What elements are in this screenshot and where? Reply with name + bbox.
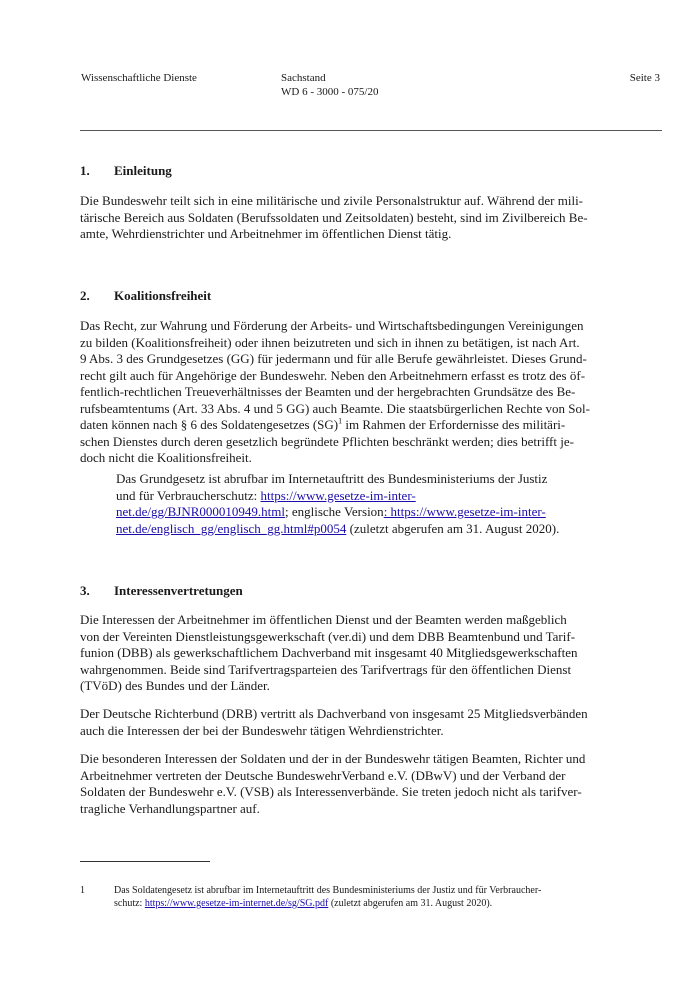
text-line: amte, Wehrdienstrichter und Arbeitnehmer im öffentlichen Dienst tätig. — [80, 226, 452, 241]
header-doc-number: WD 6 - 3000 - 075/20 — [281, 86, 379, 98]
text-line: fentlich-rechtlichen Treueverhältnisses der Beamten und der hergebrachten Grundsätze des Be- — [80, 384, 576, 399]
text-line: von der Vereinten Dienstleistungsgewerkschaft (ver.di) und dem DBB Beamtenbund und Tarif- — [80, 628, 576, 644]
text-fragment: (zuletzt abgerufen am 31. August 2020). — [328, 898, 493, 909]
text-line: Die Bundeswehr teilt sich in eine militärische und zivile Personalstruktur auf. Während der mili- — [80, 193, 584, 208]
text-line: auch die Interessen der bei der Bundeswehr tätigen Wehrdienstrichter. — [80, 722, 444, 738]
text-fragment: und für Verbraucherschutz: — [116, 487, 261, 503]
text-fragment: daten können nach § 6 des Soldatengesetzes (SG) — [80, 417, 339, 432]
soldatengesetz-link[interactable]: https://www.gesetze-im-internet.de/sg/SG.pdf — [144, 898, 329, 909]
header-department: Wissenschaftliche Dienste — [81, 72, 197, 84]
header-doc-type: Sachstand — [281, 72, 326, 84]
grundgesetz-link[interactable]: https://www.gesetze-im-inter- — [260, 487, 416, 503]
section-2-note — [116, 471, 660, 537]
grundgesetz-link-continued[interactable]: net.de/gg/BJNR000010949.html — [116, 504, 285, 519]
text-fragment: schutz: — [114, 898, 145, 909]
header-document-info — [281, 71, 378, 99]
header-rule — [80, 130, 662, 131]
section-1-heading — [80, 163, 172, 179]
section-2-paragraph — [80, 318, 660, 467]
english-version-link[interactable]: : https://www.gesetze-im-inter- — [383, 504, 546, 519]
text-line: Die Interessen der Arbeitnehmer im öffentlichen Dienst und der Beamten werden maßgeblich — [80, 612, 567, 627]
section-number: 2. — [80, 288, 90, 303]
section-3-paragraph-3 — [80, 751, 660, 817]
text-fragment: im Rahmen der Erfordernisse des militäri- — [342, 417, 566, 432]
section-3-paragraph-1 — [80, 612, 660, 695]
footnote-reference[interactable]: 1 — [338, 416, 343, 426]
text-line: (TVöD) des Bundes und der Länder. — [80, 678, 270, 693]
english-version-link-continued[interactable]: net.de/englisch_gg/englisch_gg.html#p0054 — [116, 520, 347, 536]
section-title: Koalitionsfreiheit — [114, 288, 212, 303]
section-2-heading — [80, 288, 211, 304]
text-line — [116, 488, 660, 505]
text-line — [114, 897, 660, 910]
text-line — [80, 417, 660, 434]
text-line — [116, 521, 660, 538]
text-line — [116, 504, 660, 521]
footnote-separator — [80, 861, 210, 862]
section-number: 1. — [80, 163, 90, 178]
text-line: funion (DBB) als gewerkschaftlichem Dachverband mit insgesamt 40 Mitgliedsgewerkschaften — [80, 645, 578, 660]
text-line: 9 Abs. 3 des Grundgesetzes (GG) für jedermann und für alle Berufe gewährleistet. Dieses Grund- — [80, 351, 587, 366]
text-line: rufsbeamtentums (Art. 33 Abs. 4 und 5 GG) auch Beamte. Die staatsbürgerlichen Rechte von Sol- — [80, 400, 590, 416]
text-line: tragliche Verhandlungspartner auf. — [80, 800, 260, 816]
text-line: doch nicht die Koalitionsfreiheit. — [80, 450, 252, 465]
text-line: tärische Bereich aus Soldaten (Berufssoldaten und Zeitsoldaten) besteht, sind im Zivilbereich Be- — [80, 209, 588, 225]
section-1-paragraph — [80, 193, 660, 243]
text-fragment: ; englische Version — [285, 504, 384, 519]
text-line: Der Deutsche Richterbund (DRB) vertritt als Dachverband von insgesamt 25 Mitgliedsverbänden — [80, 706, 588, 721]
text-line: schen Dienstes durch deren gesetzlich begründete Pflichten beschränkt werden; dies betrifft je- — [80, 433, 574, 449]
footnote-text — [114, 884, 660, 910]
section-title: Einleitung — [114, 163, 172, 178]
text-line: recht gilt auch für Angehörige der Bundeswehr. Neben den Arbeitnehmern erfasst es trotz des öf- — [80, 367, 586, 383]
text-line: wahrgenommen. Beide sind Tarifvertragsparteien des Tarifvertrags für den öffentlichen Dienst — [80, 661, 572, 677]
section-3-heading — [80, 583, 243, 599]
text-line: Arbeitnehmer vertreten der Deutsche BundeswehrVerband e.V. (DBwV) und der Verband der — [80, 767, 566, 783]
text-line: Die besonderen Interessen der Soldaten und der in der Bundeswehr tätigen Beamten, Richter und — [80, 751, 586, 766]
header-page-number: Seite 3 — [629, 72, 660, 84]
text-line: zu bilden (Koalitionsfreiheit) oder ihnen beizutreten und sich in ihnen zu betätigen, ist nach Art. — [80, 334, 580, 350]
footnote-number: 1 — [80, 885, 85, 896]
text-line: Das Soldatengesetz ist abrufbar im Internetauftritt des Bundesministeriums der Justiz und für Verbraucher- — [114, 885, 542, 896]
text-line: Das Grundgesetz ist abrufbar im Internetauftritt des Bundesministeriums der Justiz — [116, 471, 548, 486]
text-line: Soldaten der Bundeswehr e.V. (VSB) als Interessenverbände. Sie treten jedoch nicht als tarifver- — [80, 784, 582, 799]
section-3-paragraph-2 — [80, 706, 660, 739]
section-number: 3. — [80, 583, 90, 598]
section-title: Interessenvertretungen — [114, 583, 243, 598]
text-fragment: (zuletzt abgerufen am 31. August 2020). — [346, 520, 560, 536]
text-line: Das Recht, zur Wahrung und Förderung der Arbeits- und Wirtschaftsbedingungen Vereinigungen — [80, 318, 584, 333]
